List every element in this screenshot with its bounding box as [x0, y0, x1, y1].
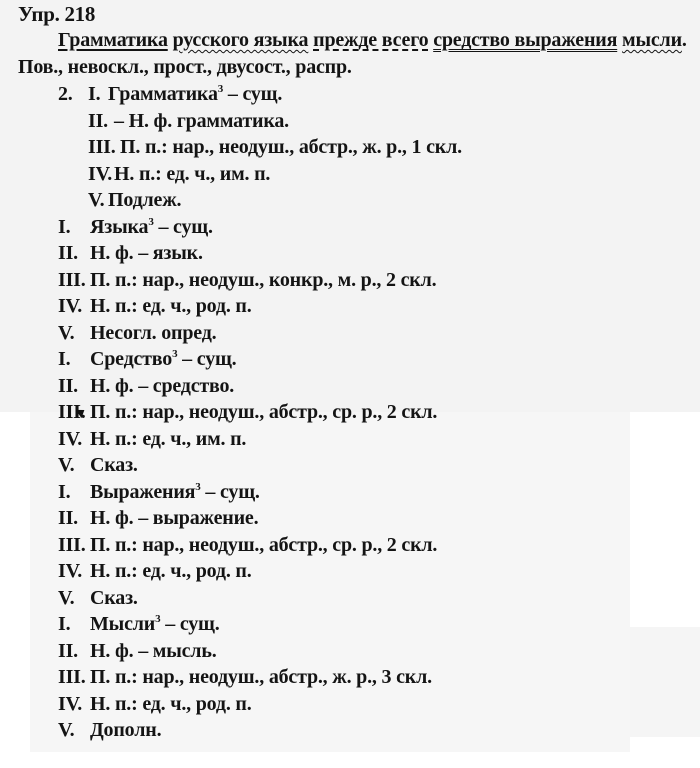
analysis-text [90, 267, 436, 294]
superscript-marker: 3 [148, 215, 154, 228]
analysis-text-main: Н. п.: ед. ч., род. п. [90, 692, 252, 715]
analysis-text [90, 532, 437, 559]
roman-numeral: IV. [58, 692, 83, 715]
roman-numeral: II. [58, 507, 78, 529]
analysis-line [0, 452, 700, 479]
roman-numeral: II. [58, 242, 78, 264]
analysis-line [0, 479, 700, 506]
roman-numeral: I. [58, 613, 71, 635]
analysis-text [114, 108, 289, 135]
analysis-line [0, 691, 700, 718]
analysis-line [0, 320, 700, 347]
sentence-characteristics: . Пов., невоскл., прост., двусост., распр. [18, 29, 687, 78]
roman-numeral: IV. [58, 560, 83, 582]
item-number: 2. [58, 83, 73, 105]
analysis-line [0, 532, 700, 559]
analysis-text-main: П. п.: нар., неодуш., абстр., ср. р., 2 скл. [90, 401, 438, 423]
analysis-text [90, 373, 234, 400]
exercise-title: Упр. 218 [18, 2, 96, 26]
analysis-line [0, 293, 700, 320]
analysis-text-main: П. п.: нар., неодуш., абстр., ж. р., 1 скл. [120, 136, 462, 158]
analysis-text-tail: – сущ. [223, 83, 283, 105]
analysis-text-main: Несогл. опред. [90, 321, 217, 344]
analysis-text-main: П. п.: нар., неодуш., конкр., м. р., 2 скл. [90, 268, 437, 291]
roman-numeral: II. [58, 374, 78, 397]
analysis-line [0, 267, 700, 294]
analysis-line [0, 240, 700, 267]
superscript-marker: 3 [195, 480, 201, 493]
analysis-text-main: П. п.: нар., неодуш., абстр., ж. р., 3 скл. [90, 666, 432, 688]
analysis-text [90, 214, 213, 244]
analysis-text-main: Н. ф. – выражение. [90, 507, 259, 529]
analysis-text [108, 187, 181, 214]
analyzed-sentence [18, 27, 698, 81]
analysis-line [0, 161, 700, 188]
sentence-word: Грамматика [58, 29, 168, 51]
analysis-text-main: Грамматика [108, 83, 218, 105]
superscript-marker: 3 [172, 348, 178, 360]
roman-numeral: III. [88, 136, 116, 158]
roman-numeral: IV. [88, 162, 113, 185]
roman-numeral: V. [88, 189, 105, 211]
roman-numeral: V. [58, 454, 75, 476]
analysis-line [0, 585, 700, 612]
analysis-text [90, 585, 138, 612]
analysis-text [90, 558, 252, 585]
roman-numeral: V. [58, 321, 75, 344]
analysis-text-main: Мысли [90, 613, 156, 635]
analysis-text-main: Языка [90, 215, 149, 238]
analysis-line [0, 108, 700, 135]
analysis-line [0, 664, 700, 691]
analysis-text [90, 426, 246, 453]
analysis-text-main: Выражения [90, 480, 196, 503]
analysis-text-main: Н. п.: ед. ч., им. п. [114, 162, 271, 185]
roman-numeral: V. [58, 586, 75, 609]
analysis-text [90, 240, 203, 267]
analysis-line [0, 426, 700, 453]
sentence-words [58, 29, 682, 51]
analysis-text [90, 479, 260, 509]
sentence-word: мысли [622, 29, 682, 51]
analysis-line [0, 373, 700, 400]
analysis-text [108, 81, 282, 111]
analysis-text-main: Сказ. [90, 586, 138, 609]
analysis-text [90, 638, 217, 665]
roman-numeral: II. [88, 109, 108, 132]
analysis-text-tail: – сущ. [200, 480, 260, 503]
analysis-line [0, 134, 700, 161]
analysis-text-main: Сказ. [90, 454, 138, 476]
roman-numeral: V. [58, 719, 75, 741]
roman-numeral: IV. [58, 427, 83, 450]
roman-numeral: II. [58, 639, 78, 662]
analysis-text-main: Н. п.: ед. ч., им. п. [90, 427, 247, 450]
analysis-text-tail: – сущ. [153, 215, 213, 238]
analysis-text-main: Н. ф. – средство. [90, 374, 235, 397]
analysis-text [90, 320, 216, 347]
analysis-text-main: П. п.: нар., неодуш., абстр., ср. р., 2 скл. [90, 533, 438, 556]
analysis-text [90, 346, 236, 376]
roman-numeral: IV. [58, 295, 83, 317]
analysis-text-main: Дополн. [90, 719, 162, 741]
analysis-text [120, 134, 462, 161]
analysis-line [0, 505, 700, 532]
analysis-text-main: Подлеж. [108, 189, 182, 211]
roman-numeral: III. [58, 268, 86, 291]
analysis-text [114, 161, 270, 188]
analysis-text-main: Н. п.: ед. ч., род. п. [90, 295, 252, 317]
roman-numeral: I. [88, 83, 101, 105]
analysis-text [90, 505, 258, 532]
analysis-text-main: Н. п.: ед. ч., род. п. [90, 560, 252, 582]
analysis-text [90, 717, 161, 744]
analysis-text-main: Средство [90, 348, 173, 370]
sentence-word: прежде всего [313, 29, 429, 51]
roman-numeral: III. [58, 666, 86, 688]
analysis-text [90, 452, 138, 479]
roman-numeral: I. [58, 480, 71, 503]
roman-numeral: III. [58, 533, 86, 556]
morphological-analysis-list [0, 81, 700, 744]
analysis-line [0, 611, 700, 638]
analysis-line [0, 187, 700, 214]
analysis-line [0, 346, 700, 373]
roman-numeral: I. [58, 348, 71, 370]
analysis-text-tail: – сущ. [160, 613, 220, 635]
roman-numeral: III. [58, 401, 86, 423]
roman-numeral: I. [58, 215, 71, 238]
analysis-line [0, 214, 700, 241]
analysis-line [0, 717, 700, 744]
analysis-text-tail: – сущ. [177, 348, 237, 370]
analysis-line [0, 558, 700, 585]
analysis-line [0, 638, 700, 665]
analysis-text [90, 293, 252, 320]
analysis-line [0, 81, 700, 108]
analysis-text-main: – Н. ф. грамматика. [114, 109, 289, 132]
analysis-text-main: Н. ф. – мысль. [90, 639, 217, 662]
sentence-word: русского языка [172, 29, 309, 51]
superscript-marker: 3 [217, 83, 224, 95]
analysis-text [90, 611, 220, 641]
superscript-marker: 3 [155, 613, 161, 625]
analysis-text [90, 691, 252, 718]
sentence-word: средство выражения [433, 29, 618, 51]
analysis-text [90, 399, 437, 426]
analysis-text [90, 664, 432, 691]
analysis-text-main: Н. ф. – язык. [90, 242, 203, 264]
analysis-line [0, 399, 700, 426]
